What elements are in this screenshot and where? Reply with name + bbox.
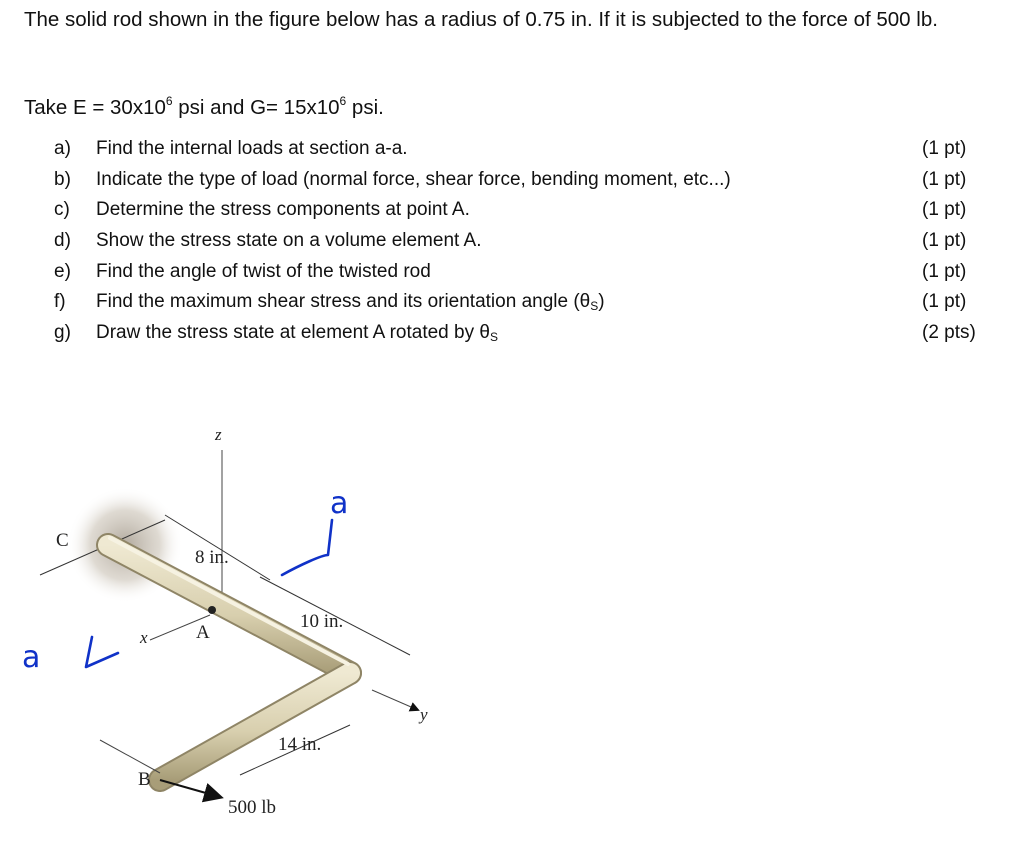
task-text-main: Find the maximum shear stress and its orientation angle (θ [96, 291, 591, 313]
point-a-marker [208, 606, 216, 614]
section-a-left-mark [86, 637, 118, 667]
task-subscript: S [590, 299, 599, 314]
dim-10-label: 10 in. [300, 611, 344, 632]
task-item [54, 287, 994, 318]
given-exponent-g: 6 [339, 94, 347, 108]
task-item [54, 195, 994, 226]
task-text: Determine the stress components at point A. [96, 199, 470, 221]
section-a-top-mark [282, 520, 332, 575]
problem-intro: The solid rod shown in the figure below has a radius of 0.75 in. If it is subjected to the force of 500 lb. [24, 8, 938, 31]
task-points: (1 pt) [922, 291, 967, 313]
section-a-left-label: a [22, 640, 41, 675]
task-text: Indicate the type of load (normal force, shear force, bending moment, etc...) [96, 168, 731, 190]
task-letter: c) [54, 199, 70, 221]
task-letter: g) [54, 322, 71, 344]
point-b-label: B [138, 769, 151, 790]
dim-14-label: 14 in. [278, 734, 322, 755]
rod-figure [0, 405, 520, 825]
task-letter: f) [54, 291, 66, 313]
task-text-after: ) [598, 291, 605, 313]
z-axis-label: z [215, 425, 222, 444]
task-points: (1 pt) [922, 230, 967, 252]
section-a-top-label: a [330, 486, 349, 521]
y-axis [372, 690, 418, 710]
task-text-main: Draw the stress state at element A rotated by θ [96, 322, 490, 344]
point-c-label: C [56, 530, 69, 551]
task-letter: d) [54, 230, 71, 252]
x-axis-label: x [140, 628, 148, 647]
point-a-label: A [196, 622, 210, 643]
task-text [96, 287, 605, 321]
task-item [54, 226, 994, 257]
task-text: Find the internal loads at section a-a. [96, 138, 408, 159]
task-letter: b) [54, 168, 71, 190]
task-text [96, 318, 498, 352]
task-letter: a) [54, 138, 71, 159]
b-reference-line [100, 740, 160, 773]
task-points: (1 pt) [922, 260, 967, 282]
task-item [54, 134, 994, 165]
task-item [54, 165, 994, 196]
rod-segment-top-body [108, 545, 350, 673]
task-letter: e) [54, 260, 71, 282]
task-text: Find the angle of twist of the twisted rod [96, 260, 431, 282]
task-item [54, 257, 994, 288]
task-points: (1 pt) [922, 138, 967, 159]
given-prefix: Take E = 30x10 [24, 96, 166, 119]
task-points: (1 pt) [922, 199, 967, 221]
task-list [54, 134, 994, 349]
rod-segment-bottom-body [160, 673, 350, 780]
task-points: (1 pt) [922, 168, 967, 190]
task-item [54, 318, 994, 349]
given-constants [24, 86, 384, 123]
y-axis-label: y [420, 705, 428, 724]
task-subscript: S [489, 330, 498, 345]
given-suffix: psi. [346, 96, 384, 119]
task-points: (2 pts) [922, 322, 976, 344]
task-text: Show the stress state on a volume element A. [96, 230, 482, 252]
given-exponent-e: 6 [165, 94, 173, 108]
force-label: 500 lb [228, 797, 277, 818]
given-middle: psi and G= 15x10 [172, 96, 340, 119]
dim-8-label: 8 in. [195, 547, 229, 568]
